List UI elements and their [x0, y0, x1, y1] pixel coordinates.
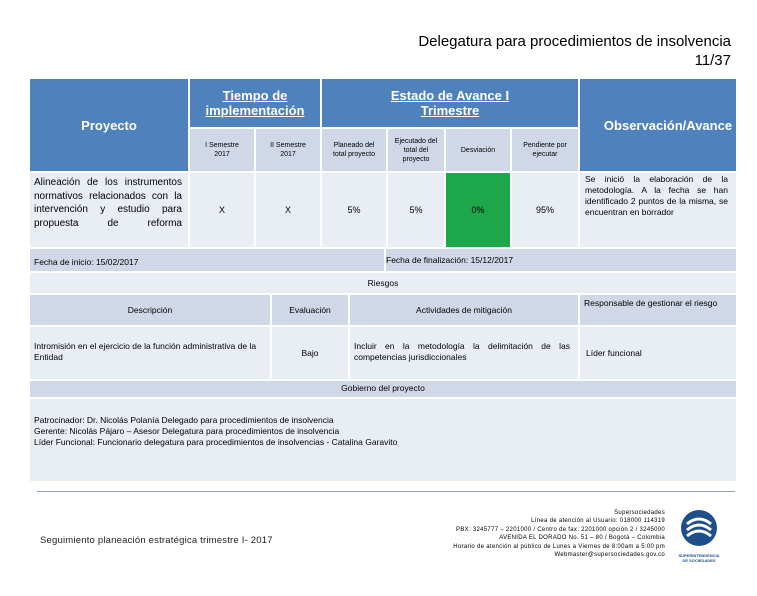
footer-left-text: Seguimiento planeación estratégica trimestre I- 2017 [40, 535, 273, 546]
row-observacion: Se inició la elaboración de la metodología. A la fecha se han identificado 2 puntos de la misma, se encuentran en borrador [580, 173, 736, 247]
gobierno-body [30, 399, 736, 481]
header-proyecto-label: Proyecto [81, 117, 137, 133]
fecha-inicio: Fecha de inicio: 15/02/2017 [30, 249, 384, 271]
footer-contact-line: Webmaster@supersociedades.gov.co [554, 552, 665, 559]
logo-text: SUPERINTENDENCIA DE SOCIEDADES [678, 553, 720, 563]
gobierno-patrocinador: Patrocinador: Dr. Nicolás Polanía Delegado para procedimientos de insolvencia [34, 415, 334, 425]
subheader-sem2: II Semestre 2017 [256, 129, 320, 171]
subheader-ejecutado: Ejecutado del total del proyecto [388, 129, 444, 171]
footer-divider [37, 491, 735, 492]
logo [676, 508, 722, 564]
row-sem1: X [190, 173, 254, 247]
row-desviacion: 0% [446, 173, 510, 247]
subheader-sem1: I Semestre 2017 [190, 129, 254, 171]
row-ejecutado: 5% [388, 173, 444, 247]
riesgos-actividades-header: Actividades de mitigación [350, 295, 578, 325]
header-tiempo [190, 79, 320, 127]
header-observacion-label: Observación/Avance [603, 117, 733, 133]
subheader-desviacion: Desviación [446, 129, 510, 171]
footer-contact-line: Horario de atención al público de Lunes a Viernes de 8:00am a 5:00 pm [453, 543, 665, 550]
title-line1: Delegatura para procedimientos de insolvencia [418, 33, 731, 50]
gobierno-gerente: Gerente: Nicolás Pájaro – Asesor Delegatura para procedimientos de insolvencia [34, 426, 340, 436]
row-sem2: X [256, 173, 320, 247]
header-observacion [580, 79, 736, 171]
logo-icon [676, 508, 722, 548]
row-planeado: 5% [322, 173, 386, 247]
gobierno-title: Gobierno del proyecto [30, 381, 736, 397]
row-proyecto: Alineación de los instrumentos normativos relacionados con la intervención y estudio para propuesta de reforma [30, 173, 188, 247]
fecha-fin: Fecha de finalización: 15/12/2017 [386, 249, 736, 271]
title-page-number: 11/37 [694, 52, 731, 69]
header-estado-label: Estado de Avance I Trimestre [390, 88, 510, 118]
riesgos-title: Riesgos [30, 273, 736, 293]
riesgos-descripcion-header: Descripción [30, 295, 270, 325]
subheader-planeado: Planeado del total proyecto [322, 129, 386, 171]
footer-contact [365, 509, 665, 559]
header-proyecto [30, 79, 188, 171]
page-title [418, 32, 731, 70]
subheader-pendiente: Pendiente por ejecutar [512, 129, 578, 171]
riesgos-responsable-header: Responsable de gestionar el riesgo [580, 295, 736, 325]
gobierno-lider: Líder Funcional: Funcionario delegatura para procedimientos de insolvencias - Catalina Garavito [34, 437, 398, 447]
riesgos-descripcion: Intromisión en el ejercicio de la función administrativa de la Entidad [30, 327, 270, 379]
footer-contact-line: AVENIDA EL DORADO No. 51 – 80 / Bogotá – Colombia [499, 535, 665, 542]
riesgos-actividades: Incluir en la metodología la delimitación de las competencias jurisdiccionales [350, 327, 578, 379]
footer-contact-line: Línea de atención al Usuario: 018000 114319 [531, 518, 665, 525]
riesgos-responsable: Líder funcional [580, 327, 736, 379]
riesgos-evaluacion-header: Evaluación [272, 295, 348, 325]
header-tiempo-label: Tiempo de implementación [205, 88, 305, 118]
footer-contact-line: Supersociedades [614, 510, 665, 516]
riesgos-evaluacion: Bajo [272, 327, 348, 379]
header-estado [322, 79, 578, 127]
footer-contact-line: PBX: 3245777 – 2201000 / Centro de fax: 2201000 opción 2 / 3245000 [456, 526, 665, 533]
row-pendiente: 95% [512, 173, 578, 247]
